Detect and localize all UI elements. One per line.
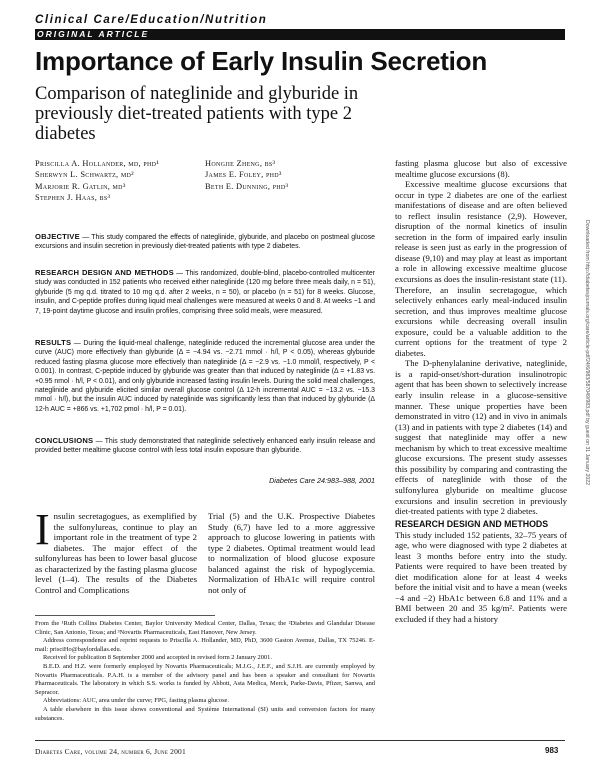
results-label: RESULTS — [35, 338, 72, 347]
body-column-middle — [208, 511, 375, 595]
footnote-rule — [35, 615, 215, 616]
design-label: RESEARCH DESIGN AND METHODS — [35, 268, 174, 277]
download-watermark: Downloaded from http://diabetesjournals.org/care/article-pdf/24/6/983/587049/983.pdf by guest on 31 January 2022 — [584, 220, 590, 486]
design-text: — This randomized, double-blind, placebo-controlled multicenter study was conducted in 152 patients who received either nateglinide (120 mg before three meals daily, n = 51), glyburide (5 mg q.d. titrated to 10 mg q.d. after 2 weeks, n = 50), or placebo (n = 51) for 8 weeks. Glucose, insulin, and C-peptide profiles during liquid meal challenges were measured at weeks 0 and 8. At weeks −1 and 7, 19-point daytime glucose and insulin profiles, comprising three solid meals, were measured. — [35, 270, 375, 315]
page-number: 983 — [545, 746, 559, 755]
footnote: A table elsewhere in this issue shows conventional and Système International (SI) units and conversion factors for many substances. — [35, 705, 375, 722]
footnote: Abbreviations: AUC, area under the curve; FPG, fasting plasma glucose. — [43, 697, 229, 705]
article-type: ORIGINAL ARTICLE — [37, 29, 150, 39]
paragraph: Excessive mealtime glucose excursions that occur in type 2 diabetes are one of the earliest manifestations of disease and are often believed to reflect insulin resistance (2,9). However, disruption of the normal kinetics of insulin secretion in the form of impaired early insulin release is seen just as early in the progression of disease (9,10) and may play at least as important a role in allowing excessive mealtime glucose excursions as does the insulin-resistant state (11). Therefore, an insulin secretagogue, which selectively enhances early meal-induced insulin secretion, and thus improves mealtime glucose excursions while decreasing overall insulin exposure, could be a valuable addition to the current options for the treatment of type 2 diabetes. — [395, 179, 567, 358]
abstract-design — [35, 268, 375, 316]
objective-text: — This study compared the effects of nateglinide, glyburide, and placebo on postmeal glucose excursions and insulin secretion in previously diet-treated patients with type 2 diabetes. — [35, 234, 375, 251]
footnotes — [35, 620, 375, 723]
article-type-bar — [35, 29, 565, 40]
objective-label: OBJECTIVE — [35, 232, 80, 241]
author: Sherwyn L. Schwartz, md² — [35, 170, 134, 180]
body-column-right — [395, 158, 567, 625]
author: Hongjie Zheng, bs³ — [205, 159, 276, 168]
footnote: Address correspondence and reprint requests to Priscilla A. Hollander, MD, PhD, 3600 Gaston Avenue, Dallas, TX 75246. E-mail: prisciHo@baylordallas.edu. — [35, 637, 375, 653]
paragraph: fasting plasma glucose but also of excessive mealtime glucose excursions (8). — [395, 158, 567, 179]
section-heading-methods: RESEARCH DESIGN AND METHODS — [395, 518, 549, 529]
abstract-conclusions — [35, 436, 375, 456]
author-list-2 — [205, 158, 288, 192]
footnote: B.E.D. and H.Z. were formerly employed by Novartis Pharmaceuticals; M.J.G., J.E.F., and S.J.H. are currently employed by Novartis Pharmaceuticals. P.A.H. is a member of the advisory panel and has been a speaker and consultant for Novartis Pharmaceuticals. The laboratory in which S.S. works is funded by Abbott, Asta Medica, Merck, Parke-Davis, Pfizer, Sanwa, and Sepracor. — [35, 662, 375, 696]
conclusions-text: — This study demonstrated that nateglinide selectively enhanced early insulin release and provided better mealtime glucose control with less total insulin exposure than glyburide. — [35, 438, 375, 455]
section-heading: Clinical Care/Education/Nutrition — [35, 14, 268, 26]
body-text: nsulin secretagogues, as exemplified by the sulfonylureas, continue to play an important role in the treatment of type 2 diabetes. The major effect of the sulfonylureas has been to lower basal glucose as characterized by the fasting plasma glucose level (1–4). The results of the Diabetes Control and Complications — [35, 511, 197, 595]
author: Priscilla A. Hollander, md, phd¹ — [35, 159, 160, 168]
author: Stephen J. Haas, bs³ — [35, 193, 111, 203]
paragraph: The D-phenylalanine derivative, nateglinide, is a rapid-onset/short-duration insulinotropic agent that has been shown to selectively increase early insulin release in a glucose-sensitive manner. These unique properties have been demonstrated in vitro (12) and in vivo in animals (13) and in patients with type 2 diabetes (14) and suggest that nateglinide may offer a new mechanism by which to treat excessive mealtime glucose excursions. The present study assesses this possibility by comparing and contrasting the effects of nateglinide with those of the sulfonylurea glyburide on mealtime glucose excursions and insulin secretion in previously diet-treated patients with type 2 diabetes. — [395, 358, 567, 517]
footnote: From the ¹Ruth Collins Diabetes Center, Baylor University Medical Center, Dallas, Texas; the ²Diabetes and Glandular Disease Clinic, San Antonio, Texas; and ³Novartis Pharmaceuticals, East Hanover, New Jersey. — [35, 620, 375, 636]
journal-footer: Diabetes Care, volume 24, number 6, June 2001 — [35, 747, 186, 756]
footer-rule — [35, 740, 565, 741]
results-text: — During the liquid-meal challenge, nateglinide reduced the incremental glucose area under the curve (AUC) more effectively than glyburide (Δ = −4.94 vs. −2.71 mmol · h/l, P < 0.05), whereas glyburide reduced fasting plasma glucose more effectively than nateglinide (Δ = −2.9 vs. −1.0 mmol/l, respectively, P < 0.001). In contrast, C-peptide induced by glyburide was greater than that induced by nateglinide (Δ = +1.83 vs. +0.95 nmol · h/l, P < 0.01), and only glyburide increased fasting insulin levels. During the solid meal challenges, nateglinide and glyburide elicited similar overall glucose control (Δ 12-h incremental AUC = −13.2 vs. −15.3 mmol · h/l), but the insulin AUC induced by nateglinide was significantly less than that induced by glyburide (Δ 12-h AUC = +866 vs. +1,702 pmol · h/l, P = 0.01). — [35, 340, 375, 413]
author: James E. Foley, phd³ — [205, 170, 282, 180]
footnote: Received for publication 8 September 2000 and accepted in revised form 2 January 2001. — [43, 654, 272, 662]
author: Marjorie R. Gatlin, md³ — [35, 181, 126, 191]
paragraph: This study included 152 patients, 32–75 years of age, who were diagnosed with type 2 diabetes at least 3 months before entry into the study. Patients were required to have been treated by diet modification alone for at least 4 weeks before the initial visit and to have a mean (weeks −4 and −2) HbA1c between 6.8 and 11% and a BMI between 20 and 35 kg/m². Patients were excluded if they had a history — [395, 529, 567, 624]
body-text: Trial (5) and the U.K. Prospective Diabetes Study (6,7) have led to a more aggressive approach to glucose lowering in patients with type 2 diabetes. Optimal treatment would lead to normalization of blood glucose exposure balanced against the risk of hypoglycemia. Normalization of HbA1c will require control not only of — [208, 511, 375, 595]
article-title: Importance of Early Insulin Secretion — [35, 46, 488, 76]
article-subtitle: Comparison of nateglinide and glyburide in previously diet-treated patients with type 2 diabetes — [35, 84, 359, 144]
author: Beth E. Dunning, phd³ — [205, 181, 289, 191]
dropcap: I — [35, 505, 50, 554]
abstract-results — [35, 338, 375, 414]
body-column-left — [35, 505, 197, 595]
author-list-1 — [35, 158, 159, 204]
conclusions-label: CONCLUSIONS — [35, 436, 94, 445]
abstract-objective — [35, 232, 375, 252]
citation: Diabetes Care 24:983–988, 2001 — [269, 476, 375, 485]
